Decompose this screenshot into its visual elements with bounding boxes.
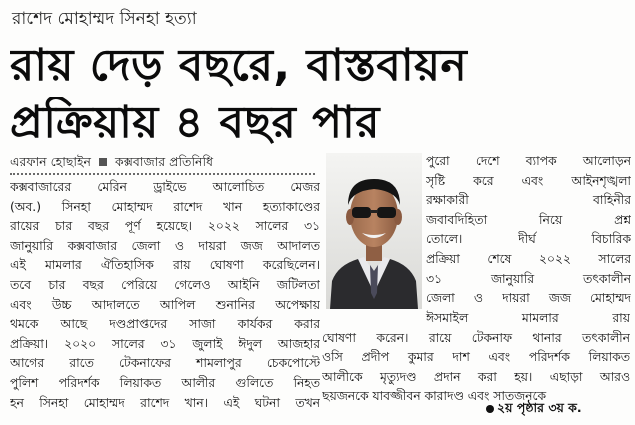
body-line: আগের রাতে টেকনাফের শামলাপুর চেকপোস্টে xyxy=(10,356,320,371)
byline-location: কক্সবাজার প্রতিনিধি xyxy=(114,154,214,169)
body-line: সৃষ্টি করে এবং আইনশৃঙ্খলা xyxy=(426,173,631,188)
body-line: ৩১ জানুয়ারি তৎকালীন xyxy=(426,271,631,286)
body-line: তবে চার বছর পেরিয়ে গেলেও আইনি জটিলতা xyxy=(10,277,320,292)
body-column-left xyxy=(10,178,320,413)
body-line: রক্ষাকারী বাহিনীর xyxy=(426,193,631,208)
body-line: জেলা ও দায়রা জজ মোহাম্মদ xyxy=(426,291,631,306)
body-line: ঈসমাইল মামলার রায় xyxy=(426,311,630,325)
continuation-text: ২য় পৃষ্ঠার ৩য় ক. xyxy=(497,400,582,415)
kicker-label: রাশেদ মোহাম্মদ সিনহা হত্যা xyxy=(12,9,197,29)
body-line: জবাবদিহিতা নিয়ে প্রশ্ন xyxy=(426,212,631,227)
body-line: এই মামলার ঐতিহাসিক রায় ঘোষণা করেছিলেন। xyxy=(10,258,320,273)
body-line: জানুয়ারি কক্সবাজার জেলা ও দায়রা জজ আদালত xyxy=(10,238,320,253)
body-line: কক্সবাজারের মেরিন ড্রাইভে আলোচিত মেজর xyxy=(10,180,320,194)
byline-separator-square xyxy=(99,158,107,166)
body-column-right-top xyxy=(426,152,631,309)
byline xyxy=(10,152,213,172)
portrait-photo xyxy=(326,153,422,309)
bullet-dot-icon xyxy=(486,405,494,413)
body-line: (অব.) সিনহা মোহাম্মদ রাশেদ খান হত্যাকাণ্ডের xyxy=(10,199,320,214)
byline-dotted-rule xyxy=(10,173,315,175)
body-line: ঘোষণা করেন। রায়ে টেকনাফ থানার তৎকালীন xyxy=(322,330,630,345)
body-line: পুরো দেশে ব্যাপক আলোড়ন xyxy=(426,154,631,168)
body-line: থমকে আছে দণ্ডপ্রাপ্তদের সাজা কার্যকর করার xyxy=(10,317,320,332)
body-column-right-bottom xyxy=(322,309,630,407)
body-line: রায়ের চার বছর পূর্ণ হয়েছে। ২০২২ সালের ৩১ xyxy=(10,219,320,234)
body-line: আলীকে মৃত্যুদণ্ড প্রদান করা হয়। এছাড়া আরও xyxy=(322,369,630,384)
body-line: হন সিনহা মোহাম্মদ রাশেদ খান। এই ঘটনা তখন xyxy=(10,395,320,410)
headline-line-1: রায় দেড় বছরে, বাস্তবায়ন xyxy=(10,40,468,91)
body-line: প্রক্রিয়া। ২০২০ সালের ৩১ জুলাই ঈদুল আজহার xyxy=(10,336,320,351)
body-line: পুলিশ পরিদর্শক লিয়াকত আলীর গুলিতে নিহত xyxy=(10,375,320,390)
body-line: তোলে। দীর্ঘ বিচারিক xyxy=(426,232,631,247)
byline-author: এরফান হোছাইন xyxy=(10,154,92,169)
body-line: ওসি প্রদীপ কুমার দাশ এবং পরিদর্শক লিয়াকত xyxy=(322,350,630,365)
continuation-note xyxy=(486,400,582,420)
body-line: ছয়জনকে যাবজ্জীবন কারাদণ্ড এবং সাতজনকে xyxy=(322,389,546,404)
body-line: এবং উচ্চ আদালতে আপিল শুনানির অপেক্ষায় xyxy=(10,297,320,312)
headline-line-2: প্রক্রিয়ায় ৪ বছর পার xyxy=(10,97,381,148)
body-line: প্রক্রিয়া শেষে ২০২২ সালের xyxy=(426,251,631,266)
